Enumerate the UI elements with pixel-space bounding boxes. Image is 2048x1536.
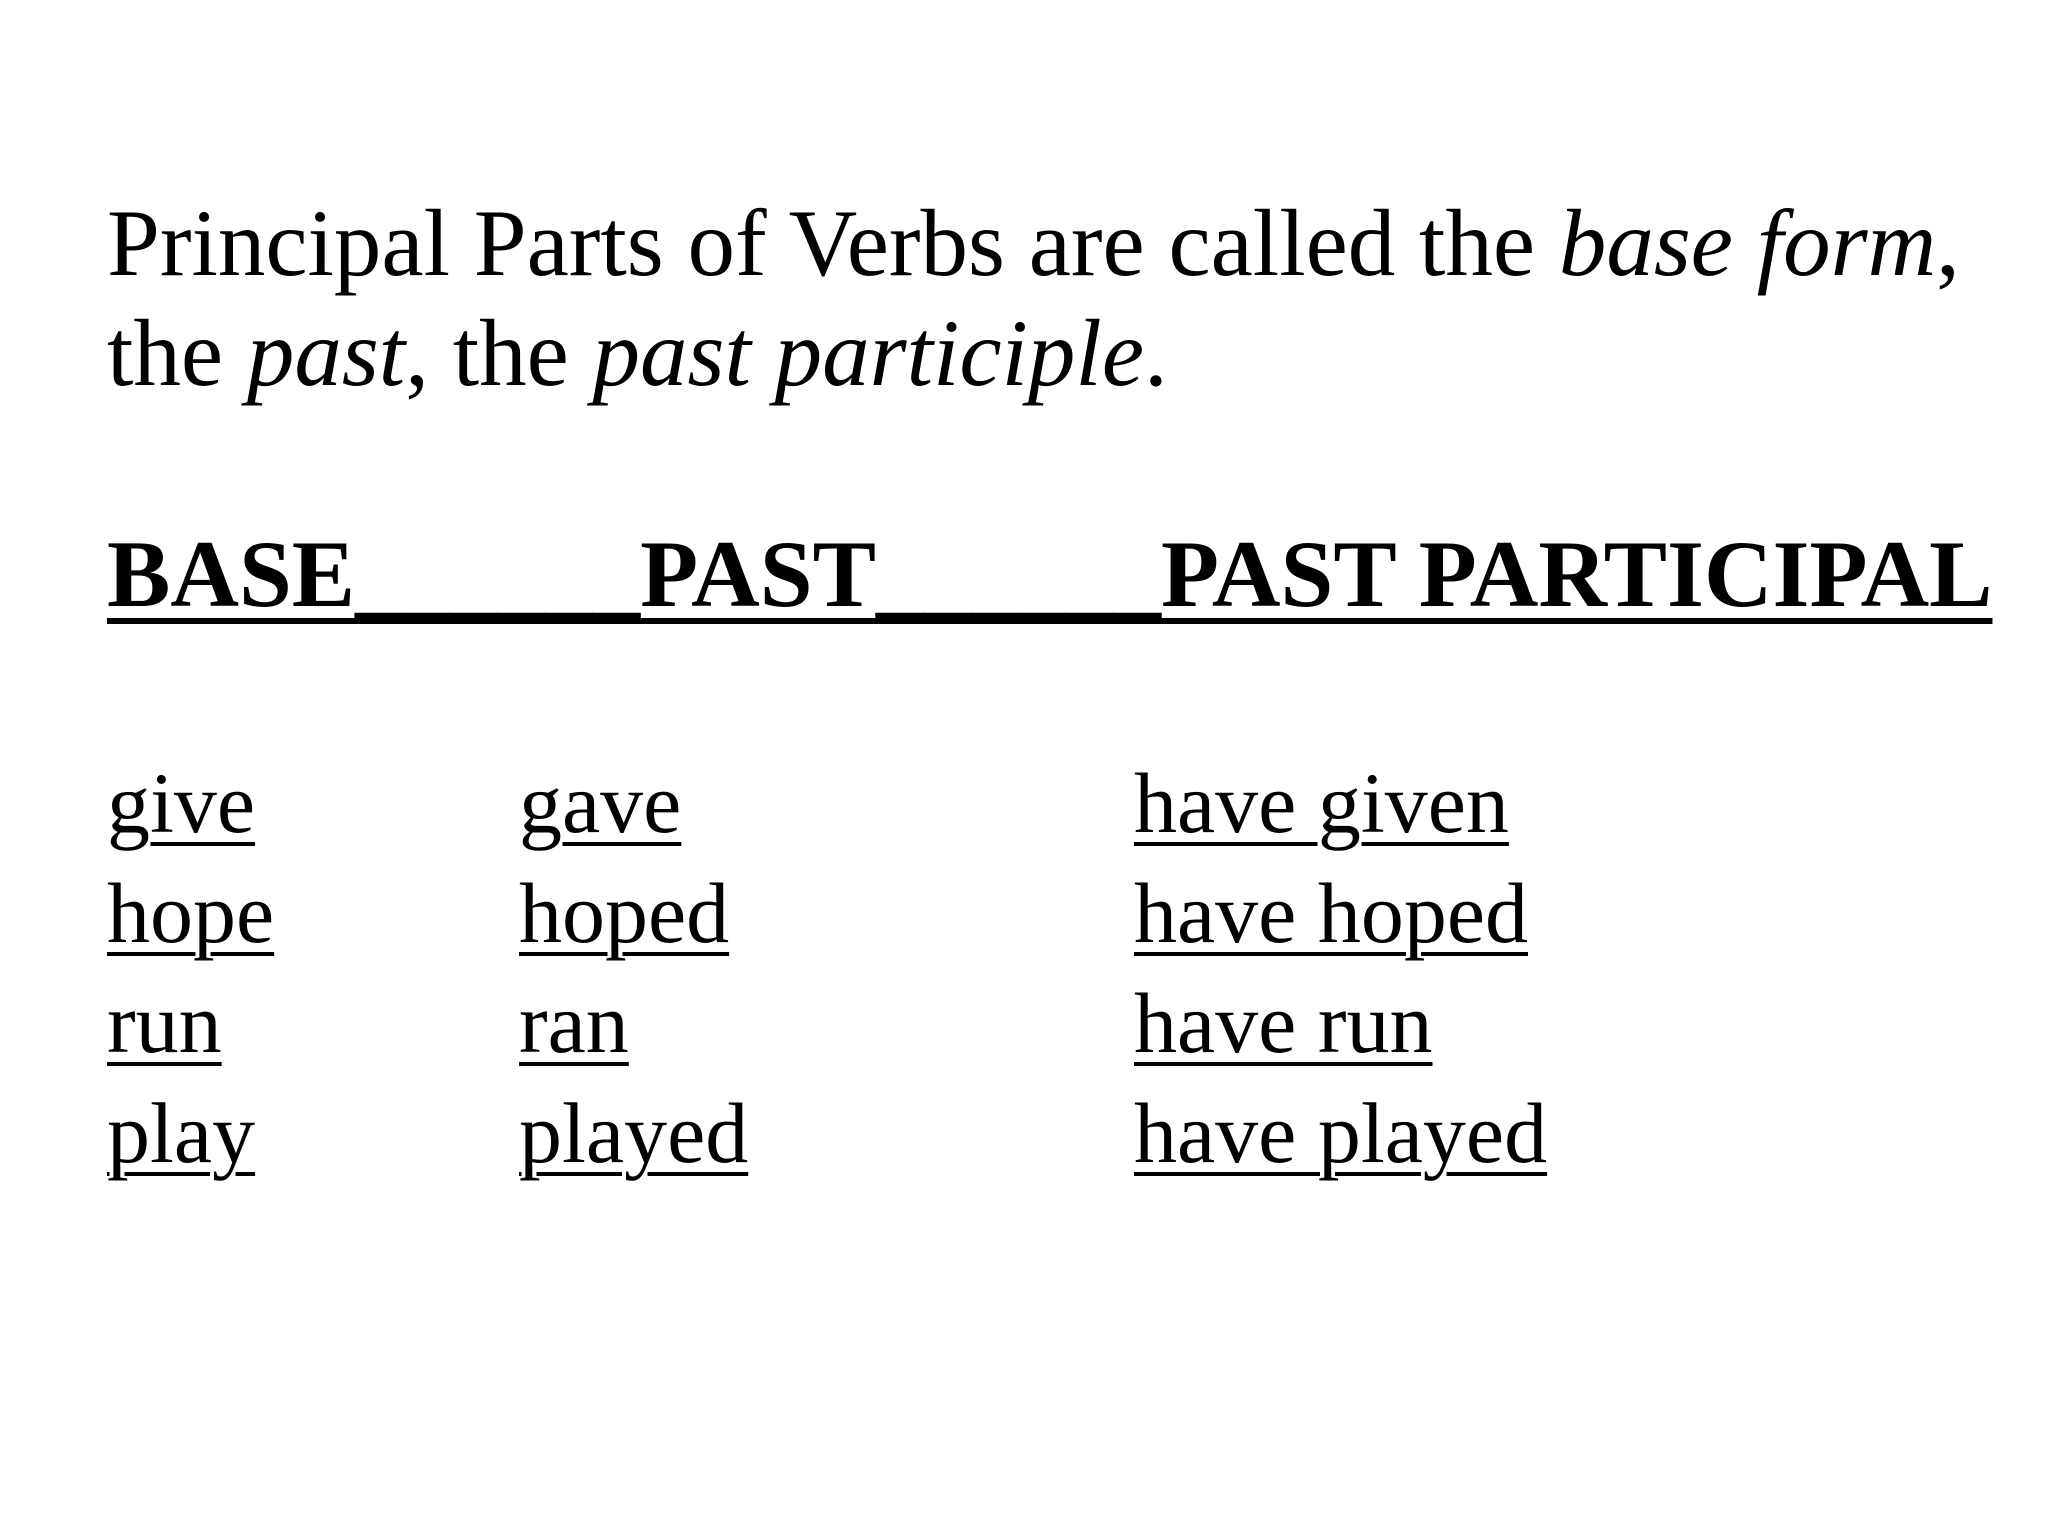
- verb-row: [107, 968, 1907, 1078]
- past-participle-cell: have run: [1134, 975, 1433, 1071]
- verb-table: [107, 748, 1907, 1188]
- intro-text-2: , the: [107, 190, 1960, 406]
- past-participle-cell: have given: [1134, 755, 1509, 851]
- past-form-cell: ran: [519, 975, 629, 1071]
- past-participle-cell: have hoped: [1134, 865, 1529, 961]
- base-form-cell: play: [107, 1085, 256, 1181]
- base-form-cell: hope: [107, 865, 275, 961]
- term-past-participle: past participle: [592, 300, 1144, 406]
- past-form-cell: gave: [519, 755, 682, 851]
- verb-row: [107, 858, 1907, 968]
- column-header: BASE______PAST______PAST PARTICIPAL: [107, 521, 1993, 627]
- term-base-form: base form: [1558, 190, 1937, 296]
- past-form-cell: hoped: [519, 865, 730, 961]
- term-past: past: [246, 300, 406, 406]
- verb-row: [107, 1078, 1907, 1188]
- past-participle-cell: have played: [1134, 1085, 1548, 1181]
- intro-paragraph: [107, 188, 1987, 408]
- intro-text-1: Principal Parts of Verbs are called the: [107, 190, 1559, 296]
- base-form-cell: run: [107, 975, 222, 1071]
- intro-text-4: .: [1144, 300, 1168, 406]
- verb-row: [107, 748, 1907, 858]
- intro-text-3: , the: [405, 300, 593, 406]
- past-form-cell: played: [519, 1085, 749, 1181]
- base-form-cell: give: [107, 755, 256, 851]
